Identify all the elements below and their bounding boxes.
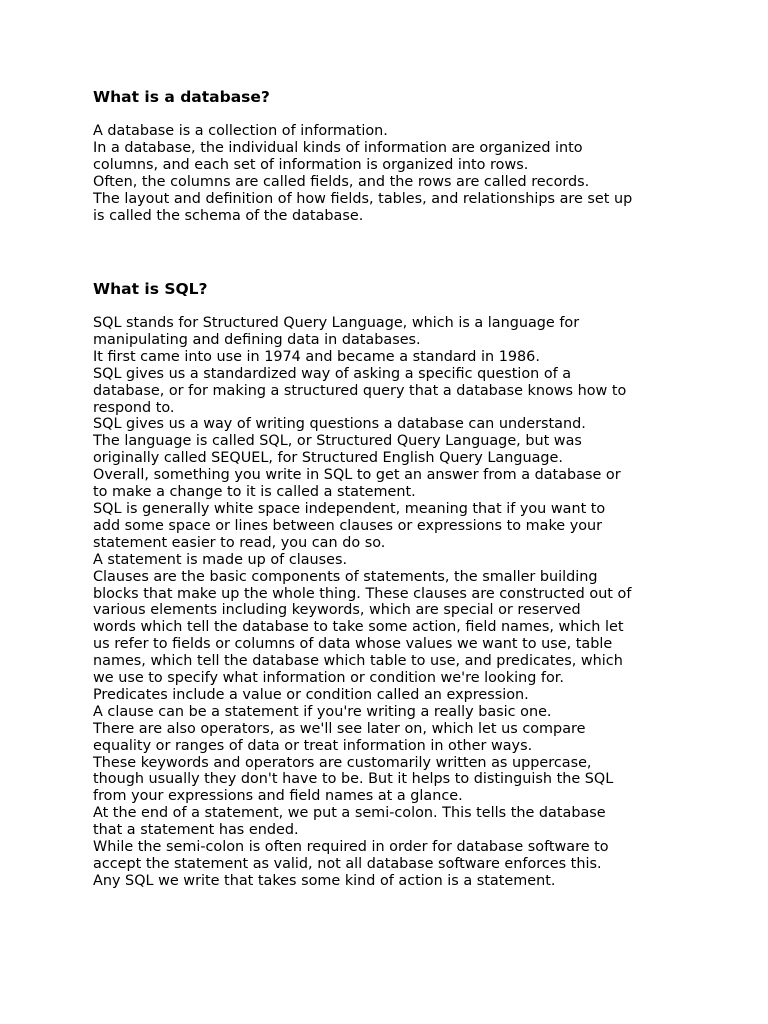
paragraph-line: equality or ranges of data or treat information in other ways. [93, 737, 533, 754]
paragraph-line: words which tell the database to take some action, field names, which let [93, 619, 624, 636]
paragraph-line: from your expressions and field names at a glance. [93, 788, 463, 805]
paragraph-line: that a statement has ended. [93, 822, 299, 839]
section-body-database [93, 123, 693, 224]
paragraph-line: respond to. [93, 399, 175, 416]
paragraph-line: A database is a collection of information. [93, 123, 388, 139]
paragraph-line: to make a change to it is called a statement. [93, 484, 416, 501]
paragraph-line: blocks that make up the whole thing. These clauses are constructed out of [93, 585, 632, 602]
section-heading-sql: What is SQL? [93, 280, 208, 298]
paragraph-line: columns, and each set of information is organized into rows. [93, 156, 529, 173]
paragraph-line: Clauses are the basic components of statements, the smaller building [93, 568, 598, 585]
paragraph-line: Predicates include a value or condition called an expression. [93, 686, 529, 703]
paragraph-line: While the semi-colon is often required in order for database software to [93, 839, 609, 856]
paragraph-line: A statement is made up of clauses. [93, 551, 348, 568]
paragraph-line: names, which tell the database which table to use, and predicates, which [93, 653, 623, 670]
paragraph-line: Overall, something you write in SQL to get an answer from a database or [93, 467, 621, 484]
paragraph-line: SQL gives us a standardized way of asking a specific question of a [93, 365, 572, 382]
paragraph-line: In a database, the individual kinds of information are organized into [93, 139, 583, 156]
paragraph-line: A clause can be a statement if you're writing a really basic one. [93, 703, 552, 720]
paragraph-line: manipulating and defining data in databases. [93, 331, 421, 348]
paragraph-line: SQL stands for Structured Query Language, which is a language for [93, 315, 580, 331]
section-heading-database: What is a database? [93, 88, 270, 106]
paragraph-line: The layout and definition of how fields, tables, and relationships are set up [93, 190, 633, 207]
paragraph-line: we use to specify what information or condition we're looking for. [93, 670, 564, 687]
section-body-sql [93, 315, 693, 890]
paragraph-line: There are also operators, as we'll see later on, which let us compare [93, 720, 586, 737]
paragraph-line: is called the schema of the database. [93, 207, 364, 224]
paragraph-line: though usually they don't have to be. But it helps to distinguish the SQL [93, 771, 614, 788]
paragraph-line: SQL gives us a way of writing questions a database can understand. [93, 416, 586, 433]
paragraph-line: add some space or lines between clauses or expressions to make your [93, 517, 603, 534]
paragraph-line: us refer to fields or columns of data whose values we want to use, table [93, 636, 613, 653]
paragraph-line: At the end of a statement, we put a semi-colon. This tells the database [93, 805, 606, 822]
paragraph-line: originally called SEQUEL, for Structured English Query Language. [93, 450, 563, 467]
paragraph-line: These keywords and operators are customarily written as uppercase, [93, 754, 592, 771]
paragraph-line: accept the statement as valid, not all database software enforces this. [93, 856, 602, 872]
paragraph-line: Any SQL we write that takes some kind of action is a statement. [93, 872, 556, 889]
paragraph-line: The language is called SQL, or Structured Query Language, but was [93, 433, 582, 450]
paragraph-line: Often, the columns are called fields, and the rows are called records. [93, 173, 590, 190]
paragraph-line: SQL is generally white space independent, meaning that if you want to [93, 500, 606, 517]
paragraph-line: It first came into use in 1974 and became a standard in 1986. [93, 348, 540, 365]
paragraph-line: database, or for making a structured query that a database knows how to [93, 382, 627, 399]
paragraph-line: various elements including keywords, which are special or reserved [93, 602, 581, 619]
paragraph-line: statement easier to read, you can do so. [93, 534, 386, 551]
